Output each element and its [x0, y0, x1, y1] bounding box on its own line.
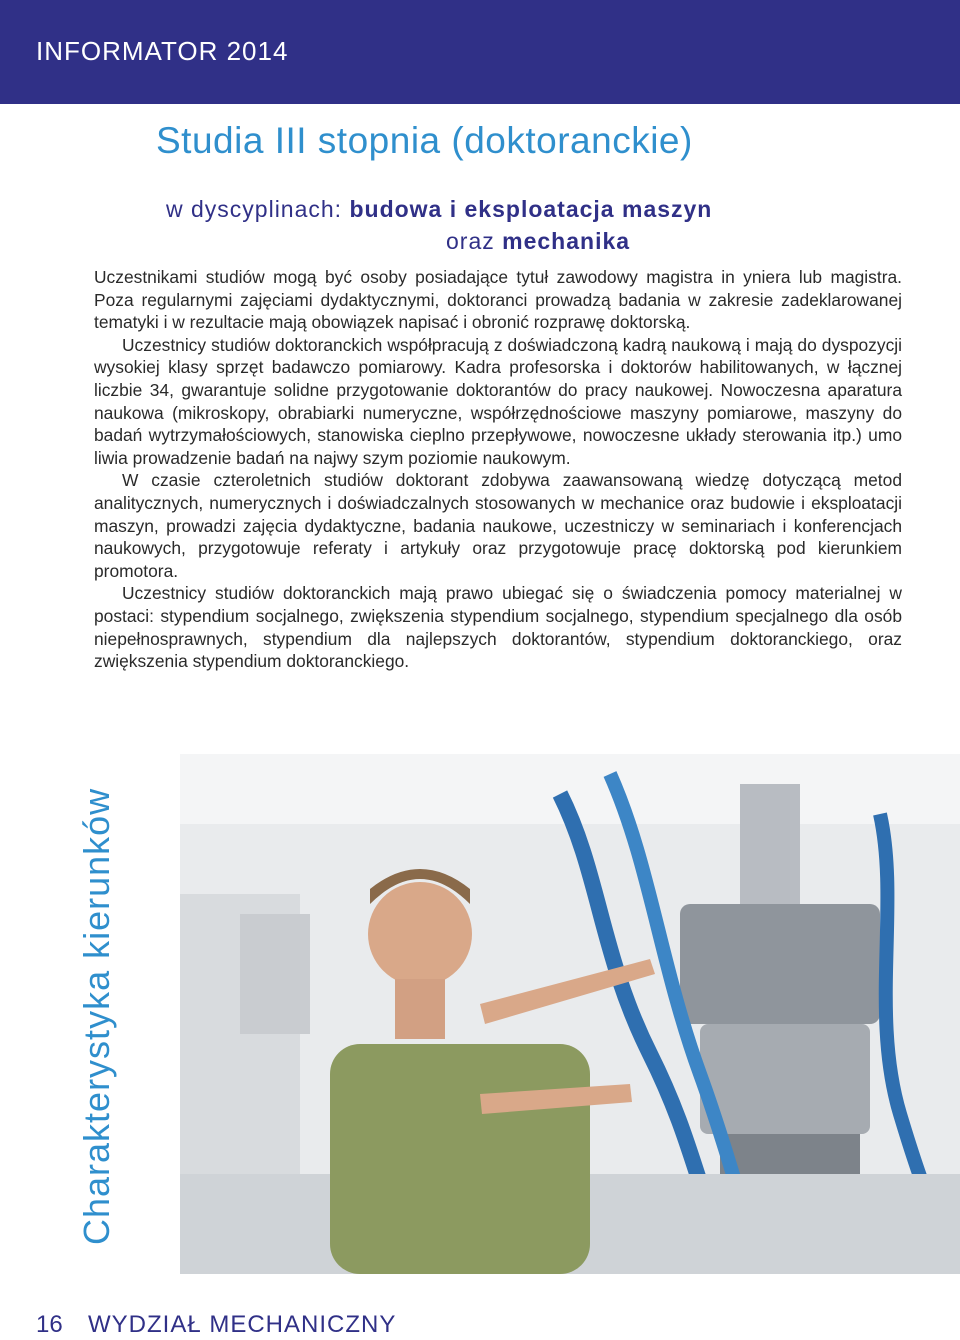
publication-title: INFORMATOR 2014 [36, 36, 289, 66]
paragraph-3: W czasie czteroletnich studiów doktorant zdobywa zaawansowaną wiedzę dotyczącą metod analitycznych, numerycznych i doświadczalnych stosowanych w mechanice oraz budowie i eksploatacji maszyn, prowadzi zajęcia dydaktyczne, badania naukowe, uczestniczy w seminariach i konferencjach naukowych, przygotowuje referaty i artykuły oraz przygotowuje pracę doktorską pod kierunkiem promotora. [94, 470, 902, 581]
lab-photo-icon [180, 754, 960, 1274]
header-band [0, 0, 960, 104]
subtitle-discipline-2: mechanika [502, 228, 631, 254]
subtitle-line-1 [166, 196, 712, 223]
subtitle-discipline-1: budowa i eksploatacja maszyn [349, 196, 713, 222]
lab-photo [180, 754, 960, 1274]
section-label-vertical: Charakterystyka kierunków [76, 787, 117, 1245]
page-number: 16 [36, 1311, 63, 1338]
footer-faculty-name: WYDZIAŁ MECHANICZNY [88, 1311, 397, 1338]
paragraph-4: Uczestnicy studiów doktoranckich mają prawo ubiegać się o świadczenia pomocy materialnej w postaci: stypendium socjalnego, zwiększenia stypendium socjalnego, stypendium specjalnego dla osób niepełnosprawnych, stypendium dla najlepszych doktorantów, stypendium doktoranckiego, oraz zwiększenia stypendium doktoranckiego. [94, 583, 902, 672]
paragraph-2: Uczestnicy studiów doktoranckich współpracują z doświadczoną kadrą naukową i mają do dyspozycji wysokiej klasy sprzęt badawczo pomiarowy. Kadra profesorska i doktorów habilitowanych, w łącznej liczbie 34, gwarantuje solidne przygotowanie doktorantów do pracy naukowej. Nowoczesna aparatura naukowa (mikroskopy, obrabiarki numeryczne, współrzędnościowe maszyny pomiarowe, maszyny do badań wytrzymałościowych, stanowiska cieplno przepływowe, nowoczesne układy sterowania itp.) umo liwia prowadzenie badań na najwy szym poziomie naukowym. [94, 334, 902, 468]
page-title: Studia III stopnia (doktoranckie) [156, 120, 693, 161]
subtitle-prefix-1: w dyscyplinach: [166, 196, 350, 222]
subtitle-line-2 [446, 228, 630, 255]
body-text [94, 266, 902, 673]
subtitle-prefix-2: oraz [446, 228, 503, 254]
paragraph-1: Uczestnikami studiów mogą być osoby posiadające tytuł zawodowy magistra in yniera lub magistra. Poza regularnymi zajęciami dydaktycznymi, doktoranci prowadzą badania w zakresie zadeklarowanej tematyki i w rezultacie mają obowiązek napisać i obronić rozprawę doktorską. [94, 267, 902, 333]
